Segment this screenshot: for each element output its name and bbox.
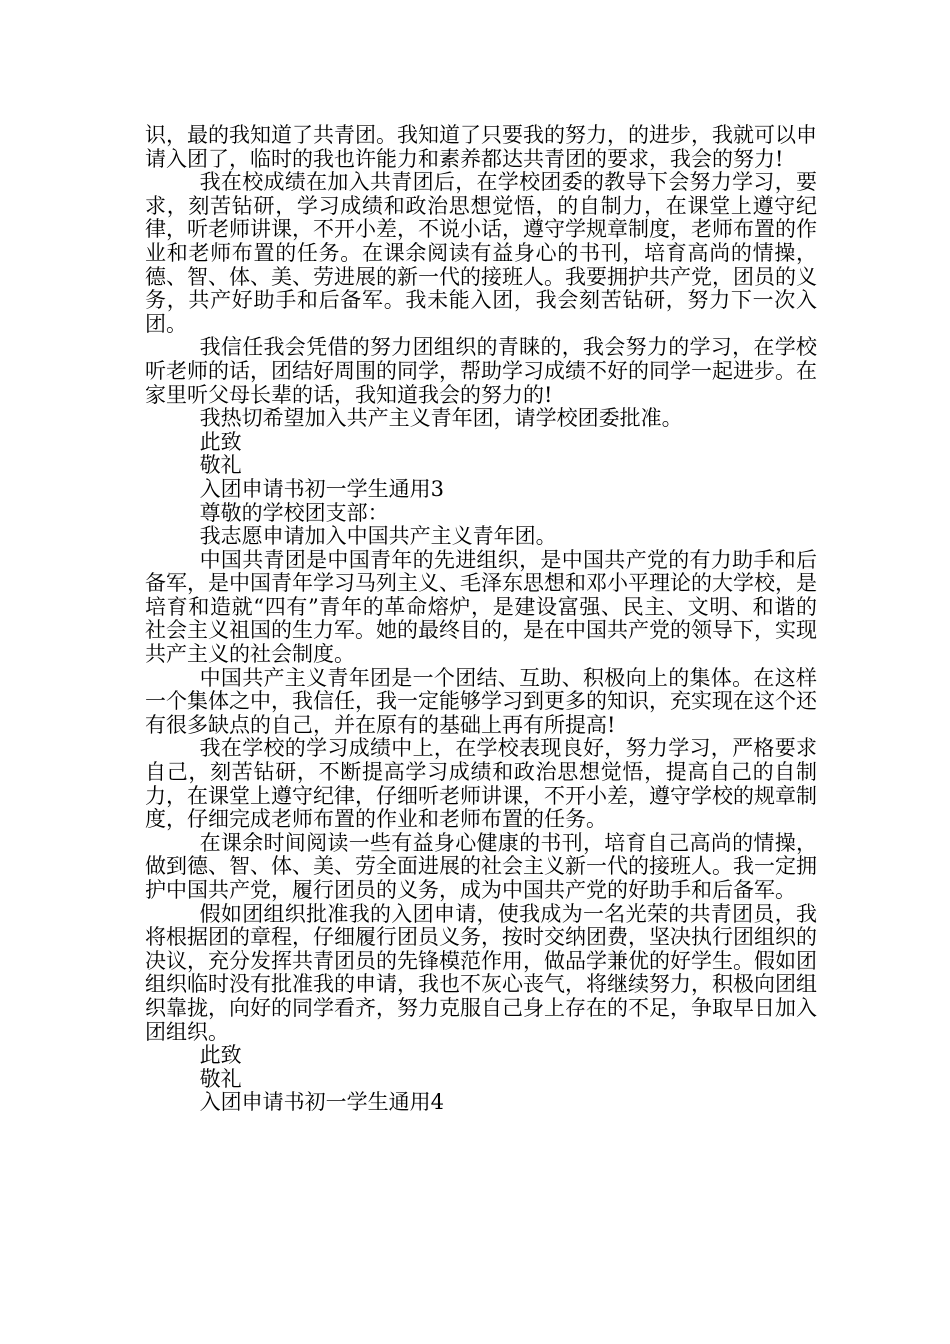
paragraph-league-intro: 中国共青团是中国青年的先进组织，是中国共产党的有力助手和后备军，是中国青年学习马列主义、毛泽东思想和邓小平理论的大学校，是培育和造就“四有”青年的革命熔炉，是建设富强、民主、文明、和谐的社会主义祖国的生力军。她的最终目的，是在中国共产党的领导下，实现共产主义的社会制度。	[145, 547, 817, 667]
paragraph-study-plan: 我在校成绩在加入共青团后，在学校团委的教导下会努力学习，要求，刻苦钻研，学习成绩和政治思想觉悟，的自制力，在课堂上遵守纪律，听老师讲课，不开小差，不说小话，遵守学规章制度，老师布置的作业和老师布置的任务。在课余阅读有益身心的书刊，培育高尚的情操，德、智、体、美、劳进展的新一代的接班人。我要拥护共产党，团员的义务，共产好助手和后备军。我未能入团，我会刻苦钻研，努力下一次入团。	[145, 170, 817, 336]
paragraph-trust: 我信任我会凭借的努力团组织的青睐的，我会努力的学习，在学校听老师的话，团结好周围的同学，帮助学习成绩不好的同学一起进步。在家里听父母长辈的话，我知道我会的努力的!	[145, 335, 817, 407]
paragraph-collective: 中国共产主义青年团是一个团结、互助、积极向上的集体。在这样一个集体之中，我信任，我一定能够学习到更多的知识，充实现在这个还有很多缺点的自己，并在原有的基础上再有所提高!	[145, 665, 817, 737]
closing-jingli-2: 敬礼	[199, 1066, 242, 1091]
salutation: 尊敬的学校团支部：	[199, 500, 389, 525]
paragraph-intent: 我志愿申请加入中国共产主义青年团。	[199, 524, 557, 549]
paragraph-request: 我热切希望加入共产主义青年团，请学校团委批准。	[199, 406, 683, 431]
paragraph-continuation: 识，最的我知道了共青团。我知道了只要我的努力，的进步，我就可以申请入团了，临时的我也许能力和素养都达共青团的要求，我会的努力!	[145, 123, 817, 171]
paragraph-commitment: 假如团组织批准我的入团申请，使我成为一名光荣的共青团员，我将根据团的章程，仔细履行团员义务，按时交纳团费，坚决执行团组织的决议，充分发挥共青团员的先锋模范作用，做品学兼优的好学生。假如团组织临时没有批准我的申请，我也不灰心丧气，将继续努力，积极向团组织靠拢，向好的同学看齐，努力克服自己身上存在的不足，争取早日加入团组织。	[145, 901, 817, 1044]
closing-cizhi-2: 此致	[199, 1043, 242, 1068]
document-page	[145, 124, 817, 1115]
closing-jingli: 敬礼	[199, 453, 242, 478]
section-heading-4: 入团申请书初一学生通用4	[199, 1090, 444, 1115]
paragraph-school-performance: 我在学校的学习成绩中上，在学校表现良好，努力学习，严格要求自己，刻苦钻研，不断提高学习成绩和政治思想觉悟，提高自己的自制力，在课堂上遵守纪律，仔细听老师讲课，不开小差，遵守学校的规章制度，仔细完成老师布置的作业和老师布置的任务。	[145, 736, 817, 832]
paragraph-spare-time: 在课余时间阅读一些有益身心健康的书刊，培育自己高尚的情操，做到德、智、体、美、劳全面进展的社会主义新一代的接班人。我一定拥护中国共产党，履行团员的义务，成为中国共产党的好助手和后备军。	[145, 830, 817, 902]
section-heading-3: 入团申请书初一学生通用3	[199, 476, 444, 501]
closing-cizhi: 此致	[199, 429, 242, 454]
